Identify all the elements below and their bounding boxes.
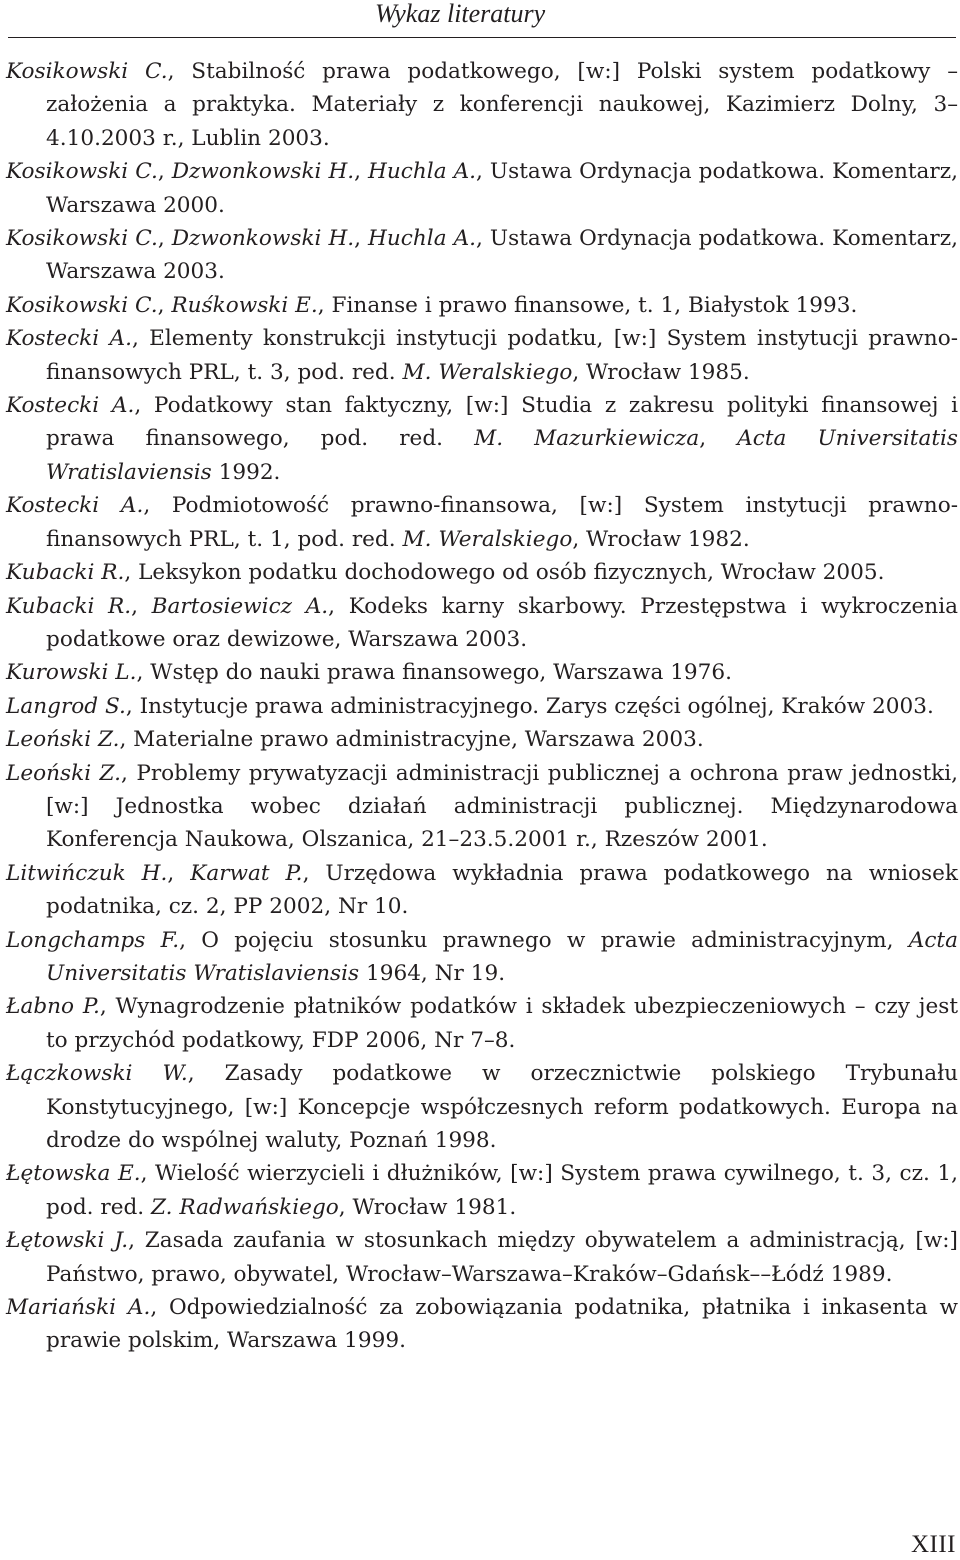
entry-text: , Podmiotowość prawno-finansowa, [w:] System instytucji prawno-finansowych PRL, t. 1, pod. red. bbox=[46, 493, 958, 552]
bibliography-entry bbox=[6, 723, 958, 756]
entry-author: Kubacki R. bbox=[6, 593, 132, 619]
entry-coauthor: Bartosiewicz A. bbox=[151, 593, 329, 619]
entry-text: , Instytucje prawa administracyjnego. Zarys części ogólnej, Kraków 2003. bbox=[125, 693, 934, 719]
entry-author: Litwińczuk H. bbox=[6, 860, 168, 886]
entry-text: , Wstęp do nauki prawa finansowego, Warszawa 1976. bbox=[136, 660, 733, 686]
entry-author: Kurowski L. bbox=[6, 660, 137, 686]
entry-editor: M. Weralskiego bbox=[402, 359, 573, 385]
entry-text: , Elementy konstrukcji instytucji podatku, [w:] System instytucji prawno-finansowych PRL, t. 3, pod. red. bbox=[46, 326, 958, 385]
bibliography-entry bbox=[6, 489, 958, 556]
bibliography-list bbox=[6, 55, 958, 1358]
entry-coauthor: Dzwonkowski H. bbox=[171, 159, 355, 185]
bibliography-entry bbox=[6, 222, 958, 289]
entry-text: , Ustawa Ordynacja podatkowa. Komentarz, Warszawa 2003. bbox=[46, 226, 958, 285]
bibliography-entry bbox=[6, 1057, 958, 1157]
entry-author: Łączkowski W. bbox=[6, 1061, 188, 1087]
entry-text: , Wielość wierzycieli i dłużników, [w:] System prawa cywilnego, t. 3, cz. 1, pod. red. bbox=[46, 1161, 958, 1220]
entry-text: , Stabilność prawa podatkowego, [w:] Polski system podatkowy – założenia a praktyka. Materiały z konferencji naukowej, Kazimierz Dolny, 3–4.10.2003 r., Lublin 2003. bbox=[46, 59, 958, 151]
entry-text: , Odpowiedzialność za zobowiązania podatnika, płatnika i inkasenta w prawie polskim, Warszawa 1999. bbox=[46, 1295, 958, 1354]
running-title: Wykaz literatury bbox=[375, 0, 546, 28]
entry-separator: , bbox=[699, 426, 738, 452]
bibliography-entry bbox=[6, 155, 958, 222]
entry-editor: M. Weralskiego bbox=[402, 526, 573, 552]
bibliography-entry bbox=[6, 857, 958, 924]
entry-separator: , bbox=[157, 226, 172, 252]
entry-text: , Leksykon podatku dochodowego od osób fizycznych, Wrocław 2005. bbox=[124, 560, 885, 586]
entry-tail: , Wrocław 1985. bbox=[572, 359, 750, 385]
entry-author: Longchamps F. bbox=[6, 927, 180, 953]
entry-tail: 1992. bbox=[211, 459, 281, 485]
bibliography-entry bbox=[6, 1291, 958, 1358]
entry-text: , Podatkowy stan faktyczny, [w:] Studia z zakresu polityki finansowej i prawa finansowego, pod. red. bbox=[46, 393, 958, 452]
entry-separator: , bbox=[354, 226, 369, 252]
entry-tail: , Wrocław 1981. bbox=[338, 1194, 517, 1220]
entry-author: Łętowski J. bbox=[6, 1228, 129, 1254]
entry-journal: Acta Universitatis Wratislaviensis bbox=[46, 927, 958, 986]
entry-coauthor: Karwat P. bbox=[190, 860, 303, 886]
entry-text: , Problemy prywatyzacji administracji publicznej a ochrona praw jednostki, [w:] Jednostka wobec działań administracji publicznej. Międzynarodowa Konferencja Naukowa, Olszanica, 21–23.5.2001 r., Rzeszów 2001. bbox=[46, 760, 959, 853]
page-number: XIII bbox=[910, 1531, 956, 1558]
bibliography-entry bbox=[6, 690, 958, 723]
entry-author: Kosikowski C. bbox=[6, 226, 158, 252]
entry-tail: 1964, Nr 19. bbox=[359, 960, 506, 986]
entry-coauthor: Huchla A. bbox=[368, 226, 477, 252]
bibliography-entry bbox=[6, 757, 958, 857]
entry-coauthor: Ruśkowski E. bbox=[171, 292, 318, 318]
bibliography-entry bbox=[6, 990, 958, 1057]
entry-editor: M. Mazurkiewicza bbox=[474, 426, 700, 452]
entry-separator: , bbox=[157, 159, 172, 185]
bibliography-entry bbox=[6, 55, 958, 155]
entry-text: , Zasady podatkowe w orzecznictwie polskiego Trybunału Konstytucyjnego, [w:] Koncepcje współczesnych reform podatkowych. Europa na drodze do wspólnej waluty, Poznań 1998. bbox=[46, 1061, 959, 1153]
entry-author: Kosikowski C. bbox=[6, 292, 158, 318]
bibliography-entry bbox=[6, 1224, 958, 1291]
entry-text: , Finanse i prawo finansowe, t. 1, Białystok 1993. bbox=[317, 292, 858, 318]
entry-text: , Urzędowa wykładnia prawa podatkowego na wniosek podatnika, cz. 2, PP 2002, Nr 10. bbox=[46, 860, 959, 920]
entry-separator: , bbox=[354, 159, 369, 185]
bibliography-entry bbox=[6, 389, 958, 489]
entry-coauthor: Dzwonkowski H. bbox=[171, 226, 355, 252]
bibliography-entry bbox=[6, 590, 958, 657]
bibliography-entry bbox=[6, 924, 958, 991]
header-rule bbox=[8, 37, 956, 38]
bibliography-entry bbox=[6, 322, 958, 389]
entry-tail: , Wrocław 1982. bbox=[572, 526, 750, 552]
entry-author: Kostecki A. bbox=[6, 326, 132, 352]
entry-text: , Ustawa Ordynacja podatkowa. Komentarz, Warszawa 2000. bbox=[46, 159, 958, 218]
entry-author: Łabno P. bbox=[6, 994, 100, 1020]
entry-separator: , bbox=[167, 860, 191, 886]
entry-text: , Kodeks karny skarbowy. Przestępstwa i wykroczenia podatkowe oraz dewizowe, Warszawa 2003. bbox=[46, 593, 958, 652]
entry-author: Kosikowski C. bbox=[6, 59, 168, 84]
entry-separator: , bbox=[157, 292, 172, 318]
entry-text: , O pojęciu stosunku prawnego w prawie administracyjnym, bbox=[179, 927, 909, 953]
entry-journal: Acta Universitatis Wratislaviensis bbox=[46, 426, 958, 485]
entry-author: Leoński Z. bbox=[6, 727, 120, 753]
bibliography-entry bbox=[6, 556, 958, 589]
entry-text: , Materialne prawo administracyjne, Warszawa 2003. bbox=[119, 727, 704, 753]
entry-author: Kostecki A. bbox=[6, 493, 144, 519]
entry-editor: Z. Radwańskiego bbox=[151, 1194, 339, 1220]
entry-author: Leoński Z. bbox=[6, 760, 122, 786]
entry-author: Langrod S. bbox=[6, 693, 126, 719]
entry-coauthor: Huchla A. bbox=[368, 159, 477, 185]
bibliography-entry bbox=[6, 1157, 958, 1224]
entry-author: Kubacki R. bbox=[6, 560, 125, 586]
entry-author: Kostecki A. bbox=[6, 393, 135, 419]
entry-text: , Wynagrodzenie płatników podatków i składek ubezpieczeniowych – czy jest to przychód podatkowy, FDP 2006, Nr 7–8. bbox=[46, 994, 959, 1053]
bibliography-entry bbox=[6, 656, 958, 689]
entry-author: Łętowska E. bbox=[6, 1161, 141, 1187]
entry-separator: , bbox=[131, 593, 152, 619]
entry-author: Kosikowski C. bbox=[6, 159, 158, 185]
entry-text: , Zasada zaufania w stosunkach między obywatelem a administracją, [w:] Państwo, prawo, obywatel, Wrocław–Warszawa–Kraków–Gdańsk––Łódź 1989. bbox=[46, 1228, 958, 1287]
bibliography-entry bbox=[6, 289, 958, 322]
entry-author: Mariański A. bbox=[6, 1295, 151, 1321]
